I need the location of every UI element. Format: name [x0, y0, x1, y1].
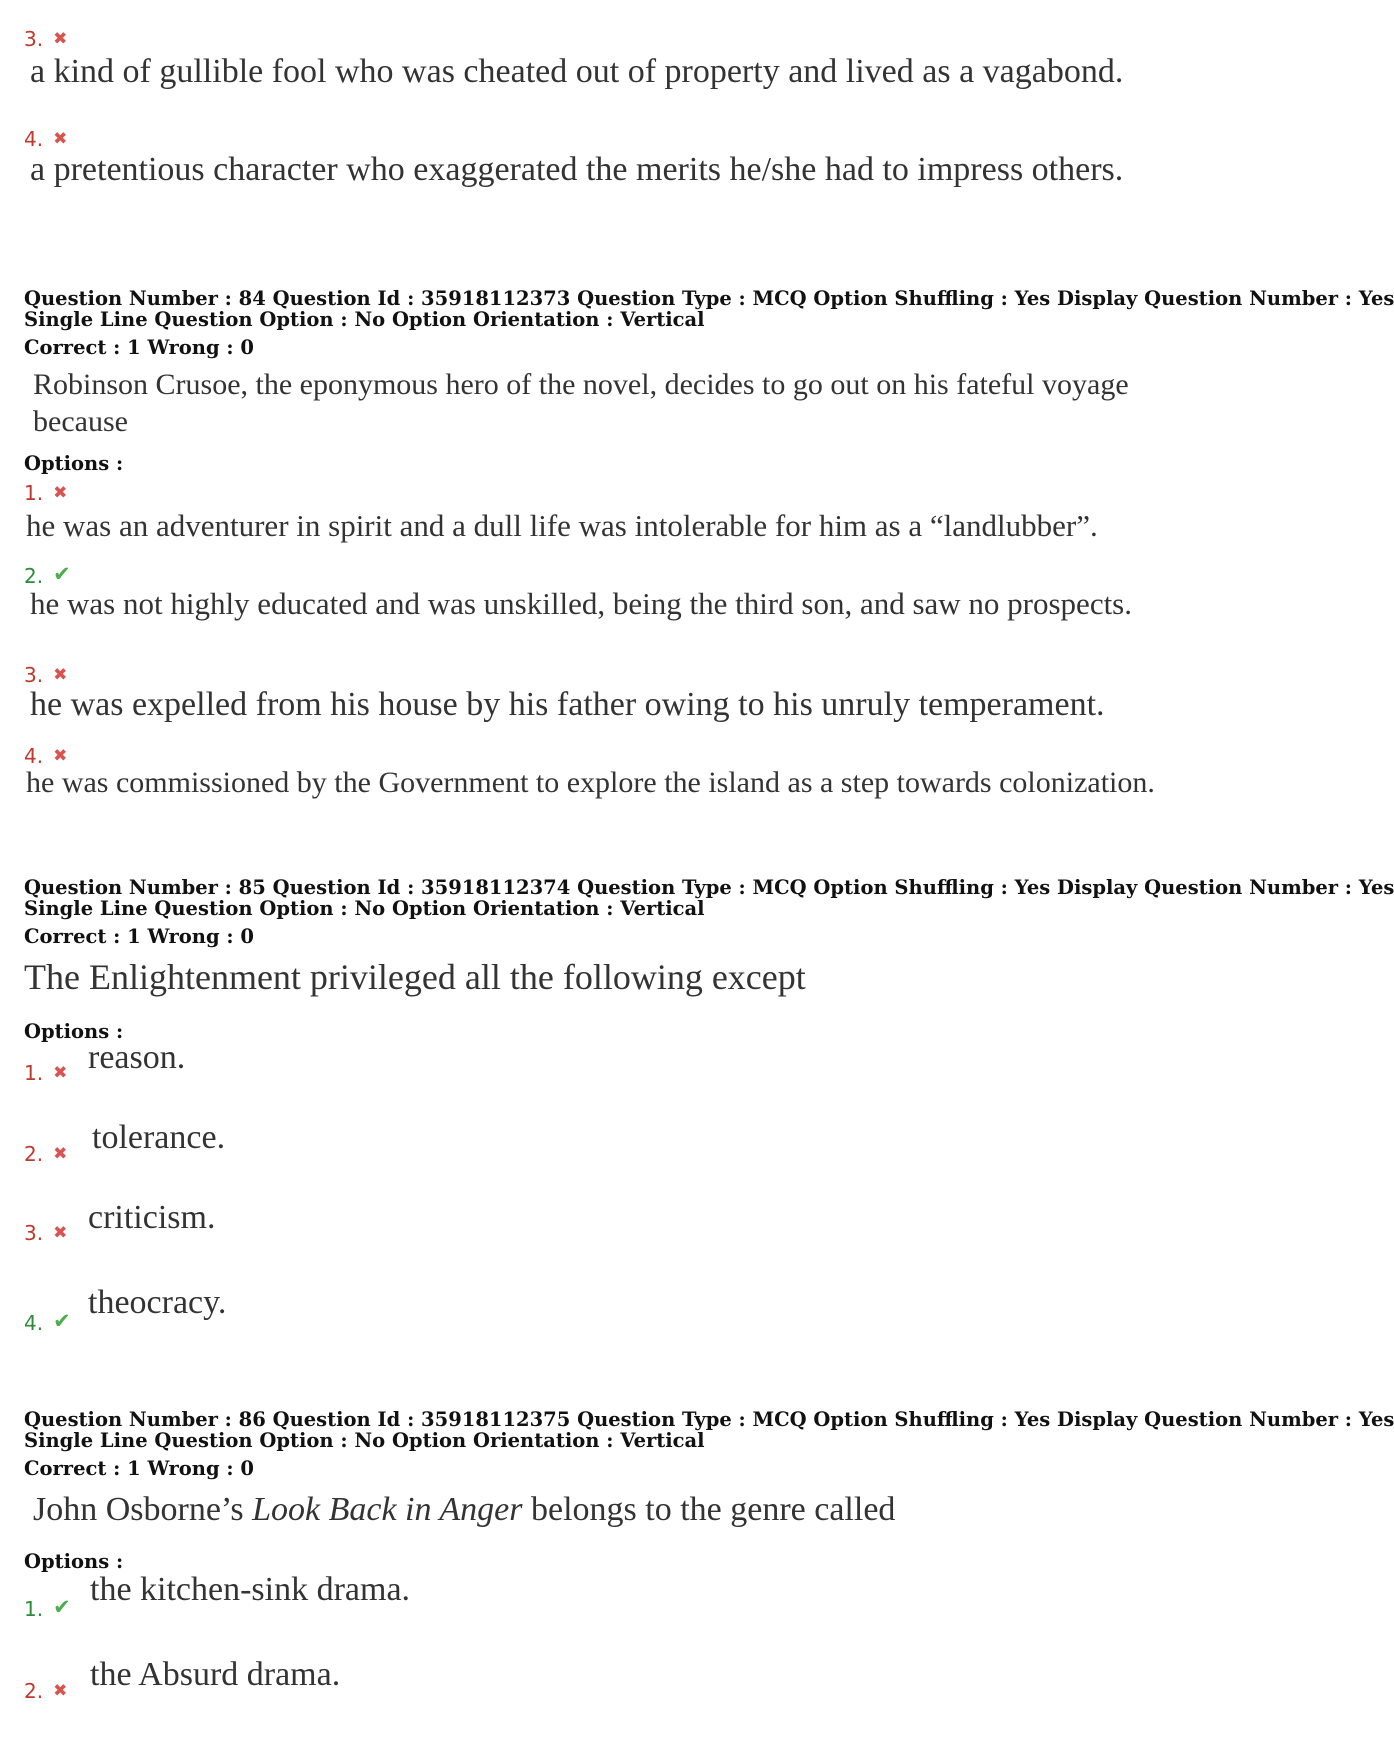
option-text: theocracy. — [88, 1284, 227, 1321]
cross-icon: ✖ — [53, 1063, 68, 1083]
question-meta: Question Number : 85 Question Id : 35918112374 Question Type : MCQ Option Shuffling : Yes Display Question Number : Yes — [24, 876, 1394, 899]
option-number: 4. ✔ — [24, 1309, 71, 1335]
check-icon: ✔ — [53, 1309, 71, 1333]
options-label: Options : — [24, 1020, 124, 1043]
cross-icon: ✖ — [53, 1223, 68, 1243]
cross-icon: ✖ — [53, 1681, 68, 1701]
work-title: Look Back in Anger — [252, 1491, 523, 1528]
option-number: 2. ✔ — [24, 562, 71, 588]
question-score: Correct : 1 Wrong : 0 — [24, 1457, 254, 1480]
option-text: tolerance. — [92, 1119, 226, 1156]
cross-icon: ✖ — [53, 129, 68, 149]
cross-icon: ✖ — [53, 29, 68, 49]
option-number: 2. ✖ — [24, 1142, 68, 1166]
option-text: the Absurd drama. — [90, 1656, 341, 1693]
option-number: 3. ✖ — [24, 1221, 68, 1245]
question-meta: Single Line Question Option : No Option Orientation : Vertical — [24, 1429, 705, 1452]
option-number: 1. ✖ — [24, 1061, 68, 1085]
option-text: a pretentious character who exaggerated the merits he/she had to impress others. — [30, 151, 1124, 188]
option-text: he was not highly educated and was unskilled, being the third son, and saw no prospects. — [30, 586, 1132, 621]
option-number: 1. ✔ — [24, 1595, 71, 1621]
cross-icon: ✖ — [53, 1144, 68, 1164]
question-score: Correct : 1 Wrong : 0 — [24, 925, 254, 948]
question-text-part: belongs to the genre called — [522, 1491, 896, 1528]
question-meta: Question Number : 84 Question Id : 35918112373 Question Type : MCQ Option Shuffling : Yes Display Question Number : Yes — [24, 287, 1394, 310]
option-text: a kind of gullible fool who was cheated out of property and lived as a vagabond. — [30, 53, 1124, 90]
options-label: Options : — [24, 452, 124, 475]
option-number: 4. ✖ — [24, 127, 68, 151]
option-number: 1. ✖ — [24, 481, 68, 505]
options-label: Options : — [24, 1550, 124, 1573]
question-meta: Single Line Question Option : No Option Orientation : Vertical — [24, 897, 705, 920]
question-meta: Question Number : 86 Question Id : 35918112375 Question Type : MCQ Option Shuffling : Yes Display Question Number : Yes — [24, 1408, 1394, 1431]
question-text-part: John Osborne’s — [33, 1491, 253, 1528]
question-text: The Enlightenment privileged all the following except — [24, 957, 806, 997]
cross-icon: ✖ — [53, 665, 68, 685]
option-number: 3. ✖ — [24, 27, 68, 51]
option-text: he was commissioned by the Government to explore the island as a step towards colonization. — [26, 766, 1155, 799]
option-text: reason. — [88, 1039, 186, 1076]
option-number: 3. ✖ — [24, 663, 68, 687]
option-text: the kitchen-sink drama. — [90, 1571, 411, 1608]
question-text: Robinson Crusoe, the eponymous hero of the novel, decides to go out on his fateful voyage — [33, 368, 1129, 401]
option-text: criticism. — [88, 1199, 216, 1236]
option-number: 4. ✖ — [24, 744, 68, 768]
check-icon: ✔ — [53, 1595, 71, 1619]
cross-icon: ✖ — [53, 483, 68, 503]
question-text: because — [33, 405, 128, 438]
question-score: Correct : 1 Wrong : 0 — [24, 336, 254, 359]
option-text: he was expelled from his house by his father owing to his unruly temperament. — [30, 686, 1105, 723]
check-icon: ✔ — [53, 562, 71, 586]
cross-icon: ✖ — [53, 746, 68, 766]
question-text — [33, 1490, 895, 1530]
option-text: he was an adventurer in spirit and a dull life was intolerable for him as a “landlubber”. — [26, 508, 1098, 543]
question-meta: Single Line Question Option : No Option Orientation : Vertical — [24, 308, 705, 331]
option-number: 2. ✖ — [24, 1679, 68, 1703]
